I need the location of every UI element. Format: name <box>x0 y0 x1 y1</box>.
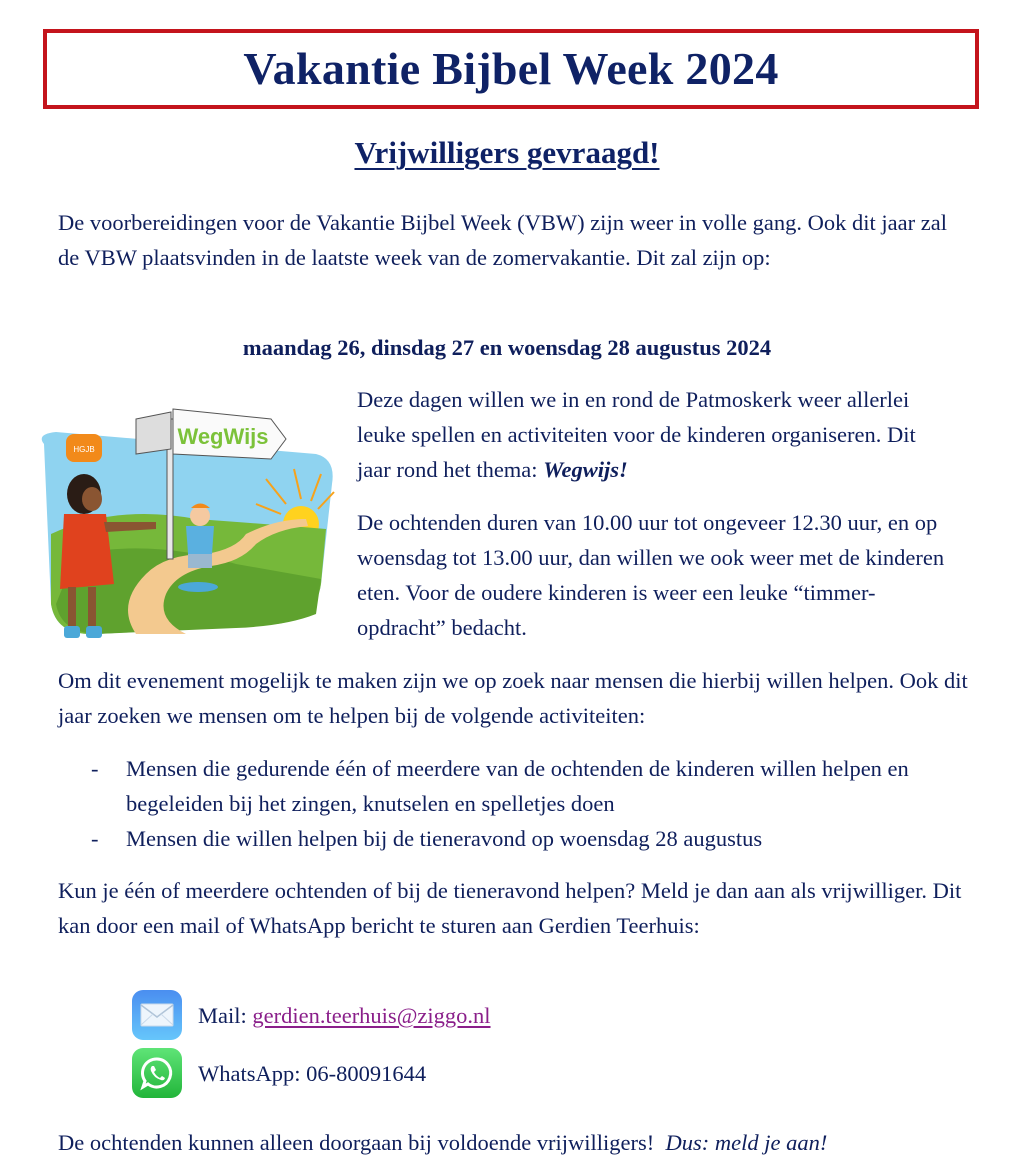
title-banner <box>43 29 979 109</box>
theme-paragraph-text: Deze dagen willen we in en rond de Patmoskerk weer allerlei leuke spellen en activiteiten voor de kinderen organiseren. Dit jaar rond het thema: <box>357 387 916 482</box>
volunteers-paragraph: Om dit evenement mogelijk te maken zijn we op zoek naar mensen die hierbij willen helpen. Ook dit jaar zoeken we mensen om te helpen bij de volgende activiteiten: <box>58 668 968 728</box>
list-item-text: Mensen die gedurende één of meerdere van de ochtenden de kinderen willen helpen en begeleiden bij het zingen, knutselen en spelletjes doen <box>126 756 909 816</box>
mail-label: Mail: <box>198 1002 253 1028</box>
footer-cta: Dus: meld je aan! <box>665 1130 828 1155</box>
list-item <box>58 751 958 821</box>
theme-name: Wegwijs! <box>543 457 628 482</box>
event-dates: maandag 26, dinsdag 27 en woensdag 28 augustus 2024 <box>242 335 772 360</box>
svg-text:HGJB: HGJB <box>73 445 95 454</box>
theme-paragraph <box>357 382 947 487</box>
whatsapp-label: WhatsApp: <box>198 1060 307 1086</box>
list-bullet: - <box>91 826 99 851</box>
footer-note <box>58 1125 998 1160</box>
activities-list <box>58 751 958 856</box>
list-item-text: Mensen die willen helpen bij de tieneravond op woensdag 28 augustus <box>126 826 763 851</box>
list-item <box>58 821 958 856</box>
intro-paragraph: De voorbereidingen voor de Vakantie Bijbel Week (VBW) zijn weer in volle gang. Ook dit jaar zal de VBW plaatsvinden in de laatste week van de zomervakantie. Dit zal zijn op: <box>58 210 947 270</box>
whatsapp-number: 06-80091644 <box>306 1060 427 1086</box>
mail-link[interactable]: gerdien.teerhuis@ziggo.nl <box>252 1002 491 1028</box>
contact-whatsapp <box>132 1048 426 1098</box>
schedule-paragraph: De ochtenden duren van 10.00 uur tot ongeveer 12.30 uur, en op woensdag tot 13.00 uur, dan willen we ook weer met de kinderen eten. Voor de oudere kinderen is weer een leuke “timmer-opdracht” bedacht. <box>357 510 945 640</box>
page-title: Vakantie Bijbel Week 2024 <box>243 43 779 94</box>
wegwijs-illustration <box>36 404 336 654</box>
mail-icon <box>132 990 182 1040</box>
wegwijs-cartoon-image <box>36 404 336 654</box>
svg-text:WegWijs: WegWijs <box>177 424 269 449</box>
signup-paragraph: Kun je één of meerdere ochtenden of bij de tieneravond helpen? Meld je dan aan als vrijwilliger. Dit kan door een mail of WhatsApp bericht te sturen aan Gerdien Teerhuis: <box>58 878 962 938</box>
list-bullet: - <box>91 756 99 781</box>
footer-text: De ochtenden kunnen alleen doorgaan bij voldoende vrijwilligers! <box>58 1130 666 1155</box>
contact-mail <box>132 990 491 1040</box>
whatsapp-icon <box>132 1048 182 1098</box>
subtitle: Vrijwilligers gevraagd! <box>354 135 660 170</box>
